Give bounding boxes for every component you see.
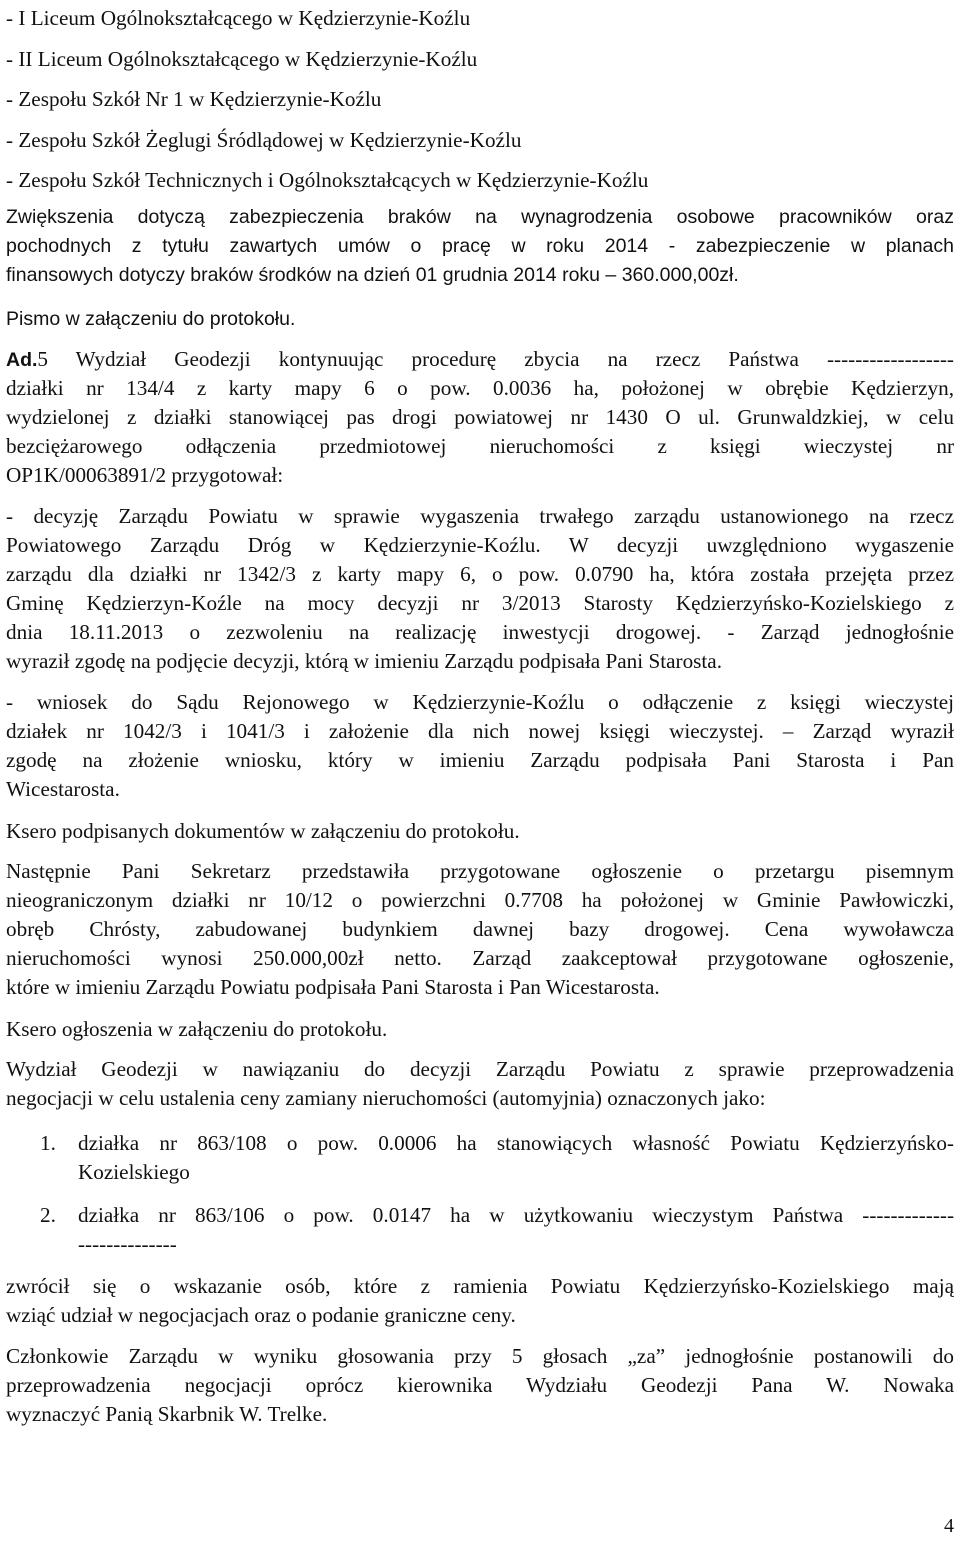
ad5-paragraph [6,345,954,490]
paragraph-line: działka nr 863/108 o pow. 0.0006 ha stanowiących własność Powiatu Kędzierzyńsko- [78,1131,954,1155]
attachment-note-2: Ksero podpisanych dokumentów w załączeniu do protokołu. [6,819,520,843]
paragraph-line: Gminę Kędzierzyn-Koźle na mocy decyzji nr 3/2013 Starosty Kędzierzyńsko-Kozielskiego z [6,591,954,615]
paragraph-line: pochodnych z tytułu zawartych umów o pracę w roku 2014 - zabezpieczenie w planach [6,235,954,257]
paragraph-line: wyraził zgodę na podjęcie decyzji, którą w imieniu Zarządu podpisała Pani Starosta. [6,649,723,673]
paragraph-line: wydzielonej z działki stanowiącej pas drogi powiatowej nr 1430 O ul. Grunwaldzkiej, w celu [6,405,954,429]
list-item: - II Liceum Ogólnokształcącego w Kędzierzynie-Koźlu [6,46,478,71]
attachment-note-1: Pismo w załączeniu do protokołu. [6,308,296,330]
school-list [6,0,956,201]
paragraph-line: Wydział Geodezji w nawiązaniu do decyzji Zarządu Powiatu z sprawie przeprowadzenia [6,1057,954,1081]
paragraph-line: Powiatowego Zarządu Dróg w Kędzierzynie-Koźlu. W decyzji uwzględniono wygaszenie [6,533,954,557]
paragraph-line: Ad.5 Wydział Geodezji kontynuując procedurę zbycia na rzecz Państwa ------------------ [6,347,954,371]
paragraph-line: działki nr 134/4 z karty mapy 6 o pow. 0.0036 ha, położonej w obrębie Kędzierzyn, [6,376,954,400]
request-paragraph [6,1272,954,1330]
paragraph-line: wyznaczyć Panią Skarbnik W. Trelke. [6,1402,328,1426]
paragraph-line: -------------- [78,1232,177,1256]
list-number: 2. [40,1203,56,1227]
list-item: - Zespołu Szkół Nr 1 w Kędzierzynie-Koźlu [6,87,382,111]
list-number: 1. [40,1131,56,1155]
paragraph-line: Kozielskiego [78,1160,190,1184]
paragraph-line: które w imieniu Zarządu Powiatu podpisała Pani Starosta i Pan Wicestarosta. [6,975,660,999]
paragraph-line: negocjacji w celu ustalenia ceny zamiany nieruchomości (automyjnia) oznaczonych jako: [6,1086,766,1110]
paragraph-line: - decyzję Zarządu Powiatu w sprawie wygaszenia trwałego zarządu ustanowionego na rzecz [6,504,954,528]
motion-paragraph [6,688,954,804]
list-item-body [78,1129,954,1187]
paragraph-line: działka nr 863/106 o pow. 0.0147 ha w użytkowaniu wieczystym Państwa ------------- [78,1203,954,1227]
paragraph-line: Zwiększenia dotyczą zabezpieczenia braków na wynagrodzenia osobowe pracowników oraz [6,206,954,228]
geodesy-paragraph [6,1055,954,1113]
paragraph-line: zwrócił się o wskazanie osób, które z ramienia Powiatu Kędzierzyńsko-Kozielskiego mają [6,1274,954,1298]
paragraph-line: dnia 18.11.2013 o zezwoleniu na realizację inwestycji drogowej. - Zarząd jednogłośnie [6,620,954,644]
paragraph-line: bezciężarowego odłączenia przedmiotowej nieruchomości z księgi wieczystej nr [6,434,954,458]
list-item: - Zespołu Szkół Technicznych i Ogólnokształcących w Kędzierzynie-Koźlu [6,168,649,192]
vote-paragraph [6,1342,954,1429]
paragraph-line: Następnie Pani Sekretarz przedstawiła przygotowane ogłoszenie o przetargu pisemnym [6,859,954,883]
list-item-body [78,1201,954,1259]
decision-paragraph [6,502,954,676]
ad-label: Ad. [6,349,38,371]
paragraph-line: nieograniczonym działki nr 10/12 o powierzchni 0.7708 ha położonej w Gminie Pawłowiczki, [6,888,954,912]
list-item: - I Liceum Ogólnokształcącego w Kędzierzynie-Koźlu [6,6,471,30]
increase-paragraph [6,203,954,290]
paragraph-line: Wicestarosta. [6,777,120,801]
paragraph-line: wziąć udział w negocjacjach oraz o podanie graniczne ceny. [6,1303,516,1327]
paragraph-line: obręb Chrósty, zabudowanej budynkiem dawnej bazy drogowej. Cena wywoławcza [6,917,954,941]
secretary-paragraph [6,857,954,1002]
list-item: - Zespołu Szkół Żeglugi Śródlądowej w Kędzierzynie-Koźlu [6,127,522,152]
paragraph-line: działek nr 1042/3 i 1041/3 i założenie dla nich nowej księgi wieczystej. – Zarząd wyraził [6,719,954,743]
paragraph-line: - wniosek do Sądu Rejonowego w Kędzierzynie-Koźlu o odłączenie z księgi wieczystej [6,690,954,714]
paragraph-line: Członkowie Zarządu w wyniku głosowania przy 5 głosach „za” jednogłośnie postanowili do [6,1344,954,1368]
paragraph-line: zgodę na złożenie wniosku, który w imieniu Zarządu podpisała Pani Starosta i Pan [6,748,954,772]
paragraph-line: zarządu dla działki nr 1342/3 z karty mapy 6, o pow. 0.0790 ha, która została przejęta przez [6,562,954,586]
page-number: 4 [944,1515,954,1537]
paragraph-line: OP1K/00063891/2 przygotował: [6,463,284,487]
attachment-note-3: Ksero ogłoszenia w załączeniu do protokołu. [6,1017,388,1041]
paragraph-line: przeprowadzenia negocjacji oprócz kierownika Wydziału Geodezji Pana W. Nowaka [6,1373,954,1397]
paragraph-line: finansowych dotyczy braków środków na dzień 01 grudnia 2014 roku – 360.000,00zł. [6,264,739,286]
paragraph-line: nieruchomości wynosi 250.000,00zł netto. Zarząd zaakceptował przygotowane ogłoszenie, [6,946,954,970]
